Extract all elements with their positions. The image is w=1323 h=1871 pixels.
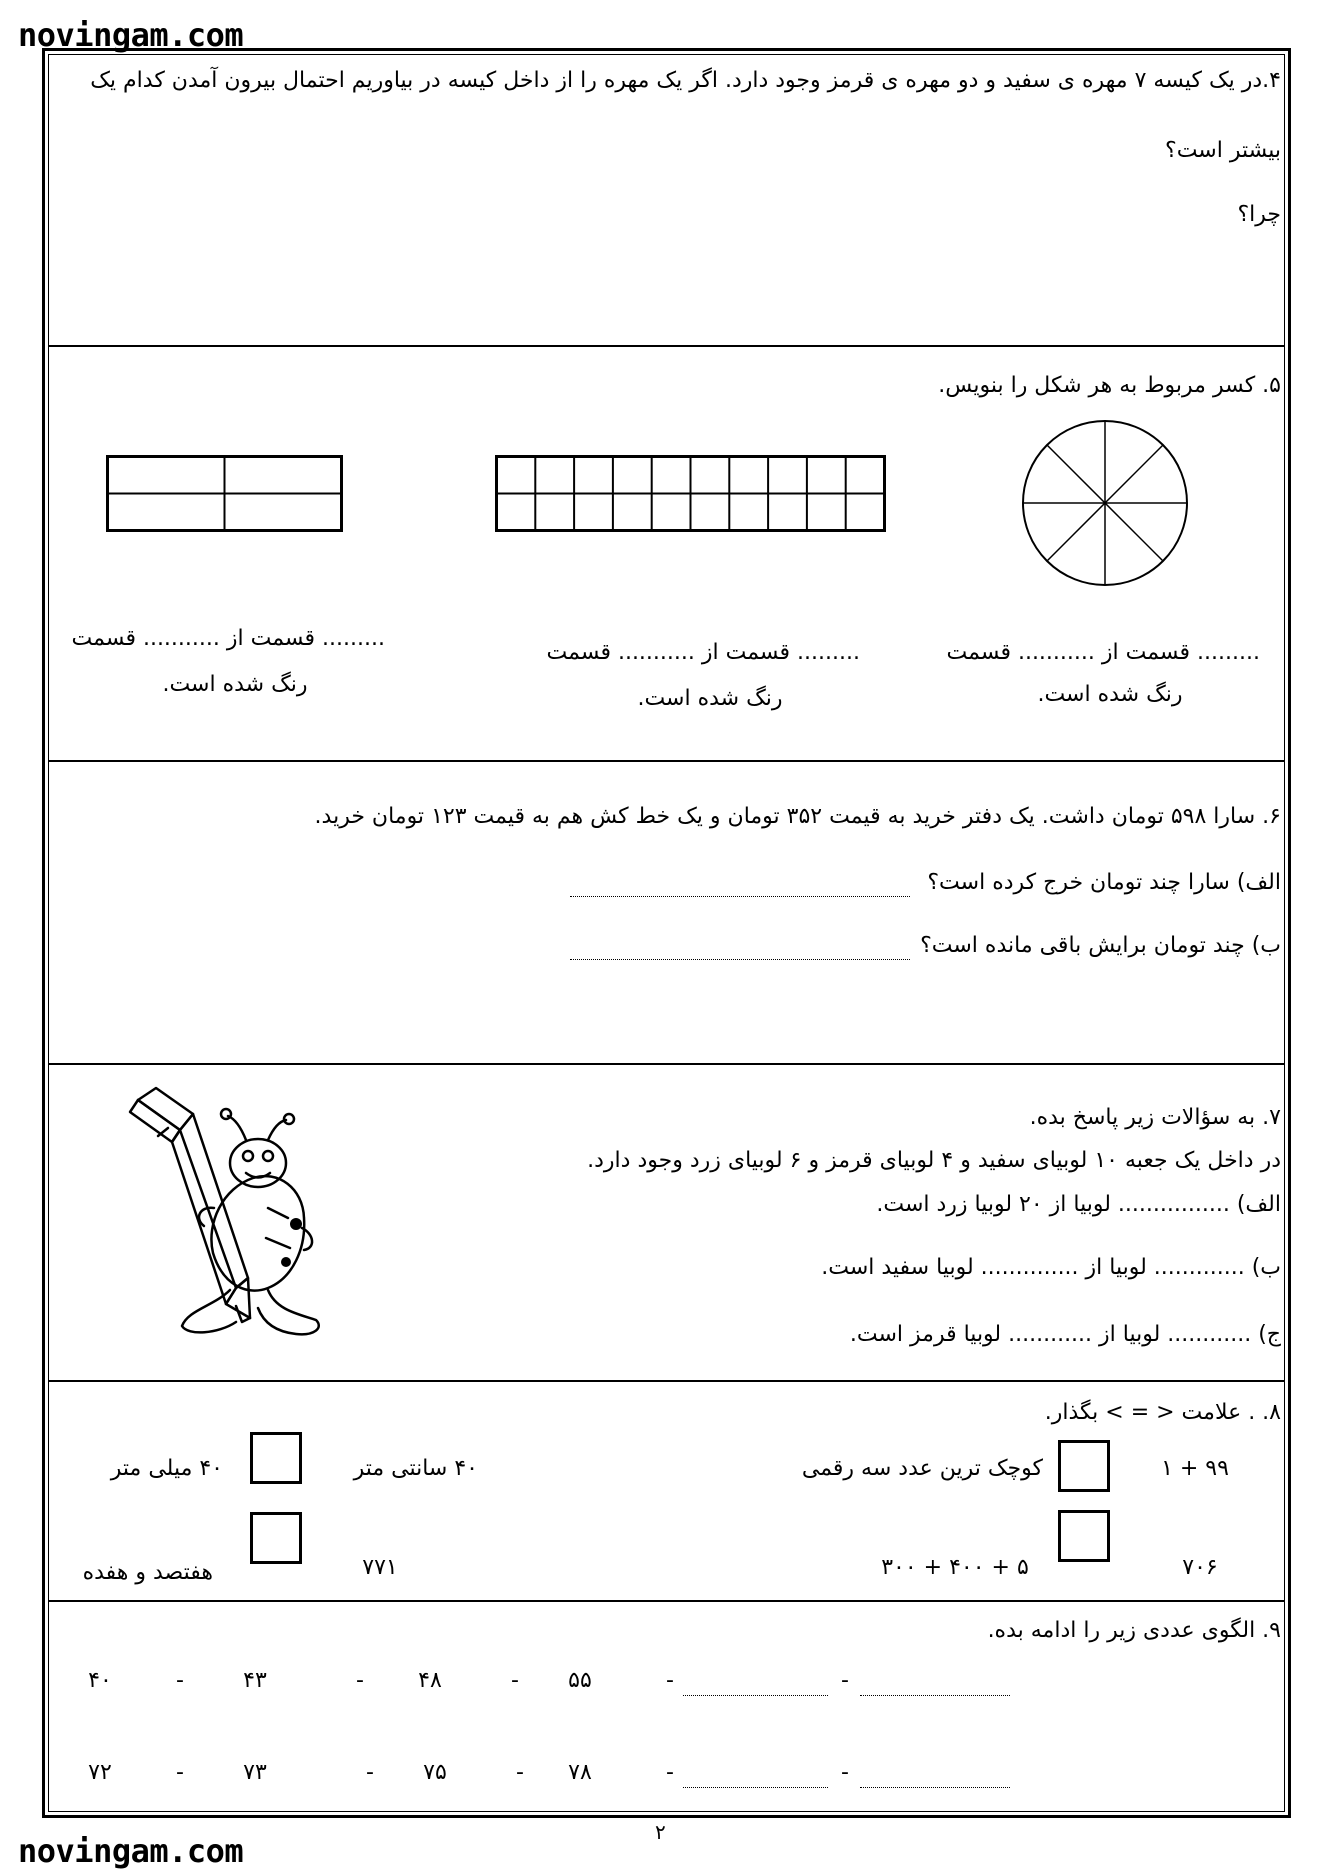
page-number: ۲ [655,1820,666,1844]
grid-caption-2: رنگ شده است. [637,686,783,711]
divider-q8-q9 [48,1600,1285,1602]
q6-question-b: ب) چند تومان برایش باقی مانده است؟ [920,933,1281,958]
q9-row1-term-4: ۵۵ [568,1668,592,1693]
q8-r2-expr-c: ۷۷۱ [362,1555,398,1580]
q9-row2-term-4: ۷۸ [568,1760,592,1785]
q8-r2-expr-d: هفتصد و هفده [82,1560,213,1585]
q9-row2-blank-1[interactable] [683,1776,828,1795]
q9-row1-dash: - [176,1668,184,1693]
circle-fraction-figure [1020,418,1190,588]
q9-row1-dash: - [511,1668,519,1693]
q7-question-c: ج) ............ لوبیا از ............ لوبیا قرمز است. [849,1322,1281,1347]
q6-answer-line-b [570,948,910,967]
circle-caption-1: ......... قسمت از ........... قسمت [946,640,1260,665]
q8-r1-expr-c: ۴۰ سانتی متر [353,1456,478,1481]
grid-caption-1: ......... قسمت از ........... قسمت [546,640,860,665]
q9-row2-dash: - [666,1760,674,1785]
q6-prompt: ۶. سارا ۵۹۸ تومان داشت. یک دفتر خرید به قیمت ۳۵۲ تومان و یک خط کش هم به قیمت ۱۲۳ تومان خرید. [314,804,1281,829]
q7-question-a: الف) ................ لوبیا از ۲۰ لوبیا زرد است. [876,1192,1281,1217]
q7-prompt: ۷. به سؤالات زیر پاسخ بده. [1029,1105,1281,1130]
divider-q7-q8 [48,1380,1285,1382]
divider-q4-q5 [48,345,1285,347]
q7-context: در داخل یک جعبه ۱۰ لوبیای سفید و ۴ لوبیای قرمز و ۶ لوبیای زرد وجود دارد. [587,1148,1281,1173]
watermark-top: novingam.com [18,16,244,54]
rect-fraction-figure [106,455,344,533]
q9-row1-dash: - [841,1668,849,1693]
q9-row1-blank-2[interactable] [860,1684,1010,1703]
q9-row2-term-3: ۷۵ [423,1760,447,1785]
q9-row1-blank-1[interactable] [683,1684,828,1703]
q9-prompt: ۹. الگوی عددی زیر را ادامه بده. [987,1618,1281,1643]
q9-row2-blank-2[interactable] [860,1776,1010,1795]
q6-question-a: الف) سارا چند تومان خرج کرده است؟ [927,870,1281,895]
divider-q5-q6 [48,760,1285,762]
q4-line3: چرا؟ [1237,202,1281,227]
q7-question-b: ب) ............. لوبیا از .............. لوبیا سفید است. [821,1255,1281,1280]
pencil-ladybug-illustration-icon [118,1078,333,1356]
q9-row1-term-2: ۴۳ [243,1668,267,1693]
q8-r2-expr-b: ۳۰۰ + ۴۰۰ + ۵ [881,1555,1029,1580]
q8-r1-expr-d: ۴۰ میلی متر [110,1456,223,1481]
q9-row2-term-2: ۷۳ [243,1760,267,1785]
q8-r1-expr-a: ۱ + ۹۹ [1161,1456,1229,1481]
q4-line1: ۴.در یک کیسه ۷ مهره ی سفید و دو مهره ی قرمز وجود دارد. اگر یک مهره را از داخل کیسه در بیاوریم احتمال بیرون آمدن کدام یک [90,68,1281,93]
q8-r1-compare-box-b[interactable] [250,1432,302,1484]
grid-fraction-figure [495,455,887,533]
rect-caption-2: رنگ شده است. [162,672,308,697]
q9-row2-dash: - [176,1760,184,1785]
q9-row2-dash: - [841,1760,849,1785]
q6-answer-line-a [570,885,910,904]
q8-r2-expr-a: ۷۰۶ [1182,1555,1218,1580]
q8-r2-compare-box-a[interactable] [1058,1510,1110,1562]
q4-line2: بیشتر است؟ [1165,138,1281,163]
q9-row1-term-1: ۴۰ [88,1668,112,1693]
q8-r1-expr-b: کوچک ترین عدد سه رقمی [801,1456,1043,1481]
q8-r1-compare-box-a[interactable] [1058,1440,1110,1492]
q5-prompt: ۵. کسر مربوط به هر شکل را بنویس. [938,373,1281,398]
rect-caption-1: ......... قسمت از ........... قسمت [71,626,385,651]
circle-caption-2: رنگ شده است. [1037,682,1183,707]
divider-q6-q7 [48,1063,1285,1065]
q8-prompt: ۸. . علامت < = > بگذار. [1044,1400,1281,1425]
q9-row1-dash: - [666,1668,674,1693]
q9-row2-term-1: ۷۲ [88,1760,112,1785]
q9-row1-dash: - [356,1668,364,1693]
q8-r2-compare-box-b[interactable] [250,1512,302,1564]
q9-row2-dash: - [366,1760,374,1785]
q9-row2-dash: - [516,1760,524,1785]
watermark-bottom: novingam.com [18,1832,244,1870]
q9-row1-term-3: ۴۸ [418,1668,442,1693]
